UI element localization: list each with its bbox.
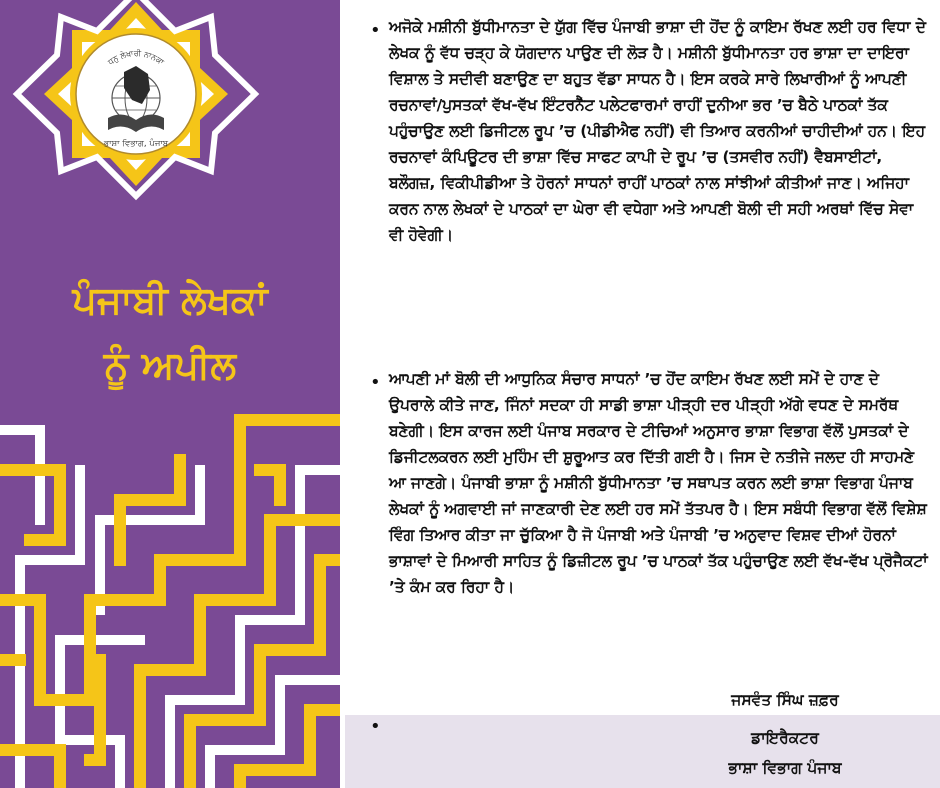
signature-designation: ਡਾਇਰੈਕਟਰ: [751, 729, 819, 747]
bullet-1: •: [370, 20, 381, 41]
left-decorative-panel: [0, 0, 340, 788]
key-pattern: [0, 420, 340, 788]
signature-name: ਜਸਵੰਤ ਸਿੰਘ ਜ਼ਫ਼ਰ: [731, 691, 839, 709]
paragraph-2: ਆਪਣੀ ਮਾਂ ਬੋਲੀ ਦੀ ਆਧੁਨਿਕ ਸੰਚਾਰ ਸਾਧਨਾਂ ’ਚ ਹੋਂਦ ਕਾਇਮ ਰੱਖਣ ਲਈ ਸਮੇਂ ਦੇ ਹਾਣ ਦੇ ਉਪਰਾਲੇ ਕੀਤੇ ਜਾਣ, ਜਿੰਨਾਂ ਸਦਕਾ ਹੀ ਸਾਡੀ ਭਾਸ਼ਾ ਪੀੜ੍ਹੀ ਦਰ ਪੀੜ੍ਹੀ ਅੱਗੇ ਵਧਣ ਦੇ ਸਮਰੱਥ ਬਣੇਗੀ। ਇਸ ਕਾਰਜ ਲਈ ਪੰਜਾਬ ਸਰਕਾਰ ਦੇ ਟੀਚਿਆਂ ਅਨੁਸਾਰ ਭਾਸ਼ਾ ਵਿਭਾਗ ਵੱਲੋਂ ਪੁਸਤਕਾਂ ਦੇ ਡਿਜੀਟਲਕਰਨ ਲਈ ਮੁਹਿੰਮ ਦੀ ਸ਼ੁਰੂਆਤ ਕਰ ਦਿੱਤੀ ਗਈ ਹੈ। ਜਿਸ ਦੇ ਨਤੀਜੇ ਜਲਦ ਹੀ ਸਾਹਮਣੇ ਆ ਜਾਣਗੇ। ਪੰਜਾਬੀ ਭਾਸ਼ਾ ਨੂੰ ਮਸ਼ੀਨੀ ਬੁੱਧੀਮਾਨਤਾ ’ਚ ਸਥਾਪਤ ਕਰਨ ਲਈ ਭਾਸ਼ਾ ਵਿਭਾਗ ਪੰਜਾਬ ਲੇਖਕਾਂ ਨੂੰ ਅਗਵਾਈ ਜਾਂ ਜਾਣਕਾਰੀ ਦੇਣ ਲਈ ਹਰ ਸਮੇਂ ਤੱਤਪਰ ਹੈ। ਇਸ ਸਬੰਧੀ ਵਿਭਾਗ ਵੱਲੋਂ ਵਿਸ਼ੇਸ਼ ਵਿੰਗ ਤਿਆਰ ਕੀਤਾ ਜਾ ਚੁੱਕਿਆ ਹੈ ਜੋ ਪੰਜਾਬੀ ਅਤੇ ਪੰਜਾਬੀ ’ਚ ਅਨੁਵਾਦ ਵਿਸ਼ਵ ਦੀਆਂ ਹੋਰਨਾਂ ਭਾਸ਼ਾਵਾਂ ਦੇ ਮਿਆਰੀ ਸਾਹਿਤ ਨੂੰ ਡਿਜ਼ੀਟਲ ਰੂਪ ’ਚ ਪਾਠਕਾਂ ਤੱਕ ਪਹੁੰਚਾਉਣ ਲਈ ਵੱਖ-ਵੱਖ ਪ੍ਰੋਜੈਕਟਾਂ ’ਤੇ ਕੰਮ ਕਰ ਰਿਹਾ ਹੈ।: [389, 370, 928, 596]
bullet-3: •: [370, 716, 381, 737]
logo-text-top: ਧਨੁ ਲੇਖਾਰੀ ਨਾਨਕਾ: [106, 48, 166, 67]
page-title-line-2: ਨੂੰ ਅਪੀਲ: [103, 343, 237, 387]
signature-department: ਭਾਸ਼ਾ ਵਿਭਾਗ ਪੰਜਾਬ: [728, 759, 842, 777]
bullet-2: •: [370, 372, 381, 393]
logo-text-bottom: ਭਾਸ਼ਾ ਵਿਭਾਗ, ਪੰਜਾਬ: [103, 139, 169, 149]
paragraph-1: ਅਜੋਕੇ ਮਸ਼ੀਨੀ ਬੁੱਧੀਮਾਨਤਾ ਦੇ ਯੁੱਗ ਵਿੱਚ ਪੰਜਾਬੀ ਭਾਸ਼ਾ ਦੀ ਹੋਂਦ ਨੂੰ ਕਾਇਮ ਰੱਖਣ ਲਈ ਹਰ ਵਿਧਾ ਦੇ ਲੇਖਕ ਨੂੰ ਵੱਧ ਚੜ੍ਹ ਕੇ ਯੋਗਦਾਨ ਪਾਉਣ ਦੀ ਲੋੜ ਹੈ। ਮਸ਼ੀਨੀ ਬੁੱਧੀਮਾਨਤਾ ਹਰ ਭਾਸ਼ਾ ਦਾ ਦਾਇਰਾ ਵਿਸ਼ਾਲ ਤੇ ਸਦੀਵੀ ਬਣਾਉਣ ਦਾ ਬਹੁਤ ਵੱਡਾ ਸਾਧਨ ਹੈ। ਇਸ ਕਰਕੇ ਸਾਰੇ ਲਿਖਾਰੀਆਂ ਨੂੰ ਆਪਣੀ ਰਚਨਾਵਾਂ/ਪੁਸਤਕਾਂ ਵੱਖ-ਵੱਖ ਇੰਟਰਨੈੱਟ ਪਲੇਟਫਾਰਮਾਂ ਰਾਹੀਂ ਦੁਨੀਆ ਭਰ ’ਚ ਬੈਠੇ ਪਾਠਕਾਂ ਤੱਕ ਪਹੁੰਚਾਉਣ ਲਈ ਡਿਜੀਟਲ ਰੂਪ ’ਚ (ਪੀਡੀਐਫ ਨਹੀਂ) ਵੀ ਤਿਆਰ ਕਰਨੀਆਂ ਚਾਹੀਦੀਆਂ ਹਨ। ਇਹ ਰਚਨਾਵਾਂ ਕੰਪਿਊਟਰ ਦੀ ਭਾਸ਼ਾ ਵਿੱਚ ਸਾਫਟ ਕਾਪੀ ਦੇ ਰੂਪ ’ਚ (ਤਸਵੀਰ ਨਹੀਂ) ਵੈਬਸਾਈਟਾਂ, ਬਲੌਗਜ਼, ਵਿਕੀਪੀਡੀਆ ਤੇ ਹੋਰਨਾਂ ਸਾਧਨਾਂ ਰਾਹੀਂ ਪਾਠਕਾਂ ਨਾਲ ਸਾਂਝੀਆਂ ਕੀਤੀਆਂ ਜਾਣ। ਅਜਿਹਾ ਕਰਨ ਨਾਲ ਲੇਖਕਾਂ ਦੇ ਪਾਠਕਾਂ ਦਾ ਘੇਰਾ ਵੀ ਵਧੇਗਾ ਅਤੇ ਆਪਣੀ ਬੋਲੀ ਦੀ ਸਹੀ ਅਰਥਾਂ ਵਿੱਚ ਸੇਵਾ ਵੀ ਹੋਵੇਗੀ।: [389, 18, 926, 244]
page-title-line-1: ਪੰਜਾਬੀ ਲੇਖਕਾਂ: [72, 278, 268, 322]
